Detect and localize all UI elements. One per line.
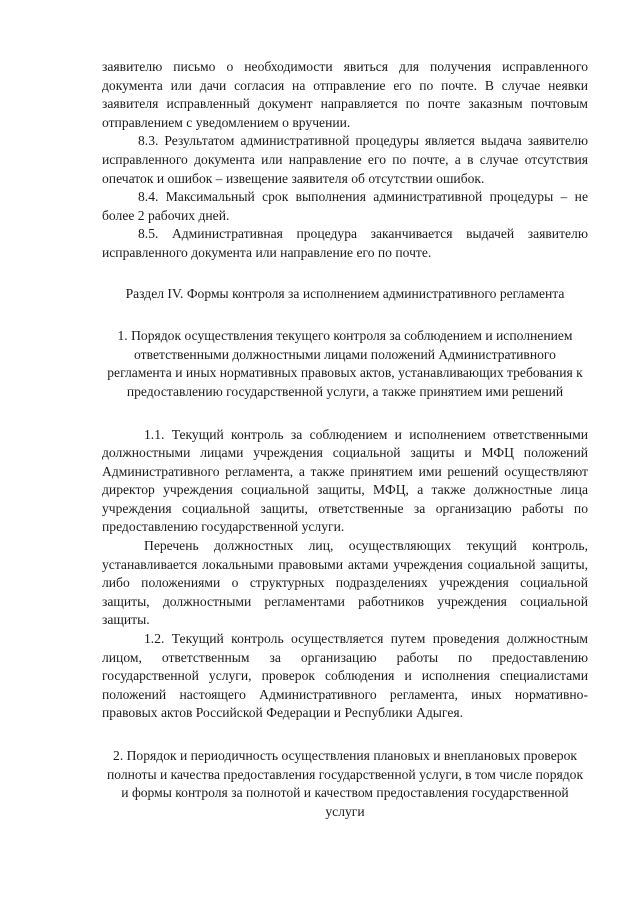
- paragraph-8-5: 8.5. Административная процедура заканчивается выдачей заявителю исправленного документа или направление его по почте.: [102, 226, 588, 260]
- paragraph-continuation: заявителю письмо о необходимости явиться для получения исправленного документа или дачи согласия на отправление его по почте. В случае неявки заявителя исправленный документ направляется по почте заказным почтовым отправлением с уведомлением о вручении.: [102, 59, 588, 130]
- spacer: [102, 723, 588, 747]
- paragraph-officials-list: Перечень должностных лиц, осуществляющих текущий контроль, устанавливается локальными правовыми актами учреждения социальной защиты, либо положениями о структурных подразделениях учреждения социальной защиты, должностными регламентами работников учреждения социальной защиты.: [102, 538, 588, 628]
- paragraph-1-2: 1.2. Текущий контроль осуществляется путем проведения должностным лицом, ответственным за организацию работы по предоставлению государственной услуги, проверок соблюдения и исполнения специалистами положений настоящего Административного регламента, иных нормативно-правовых актов Российской Федерации и Республики Адыгея.: [102, 631, 588, 721]
- paragraph-8-3: 8.3. Результатом административной процедуры является выдача заявителю исправленного документа или направление его по почте, а в случае отсутствия опечаток и ошибок – извещение заявителя об отсутствии ошибок.: [102, 133, 588, 186]
- document-page: [102, 58, 588, 821]
- paragraph-1-1: 1.1. Текущий контроль за соблюдением и исполнением ответственными должностными лицами учреждения социальной защиты и МФЦ положений Административного регламента, а также принятием ими решений осуществляют директор учреждения социальной защиты, МФЦ, а также должностные лица учреждения социальной защиты, ответственные за организацию работы по предоставлению государственной услуги.: [102, 426, 588, 535]
- spacer: [102, 402, 588, 426]
- subsection-1-heading: 1. Порядок осуществления текущего контроля за соблюдением и исполнением ответственными должностными лицами положений Административного регламента и иных нормативных правовых актов, устанавливающих требования к предоставлению государственной услуги, а также принятием ими решений: [107, 328, 583, 399]
- paragraph-8-4: 8.4. Максимальный срок выполнения административной процедуры – не более 2 рабочих дней.: [102, 189, 588, 223]
- section-heading: Раздел IV. Формы контроля за исполнением административного регламента: [125, 285, 565, 301]
- spacer: [102, 303, 588, 327]
- subsection-2-heading: 2. Порядок и периодичность осуществления плановых и внеплановых проверок полноты и качества предоставления государственной услуги, в том числе порядок и формы контроля за полнотой и качеством предоставления государственной услуги: [106, 748, 584, 819]
- spacer: [102, 263, 588, 285]
